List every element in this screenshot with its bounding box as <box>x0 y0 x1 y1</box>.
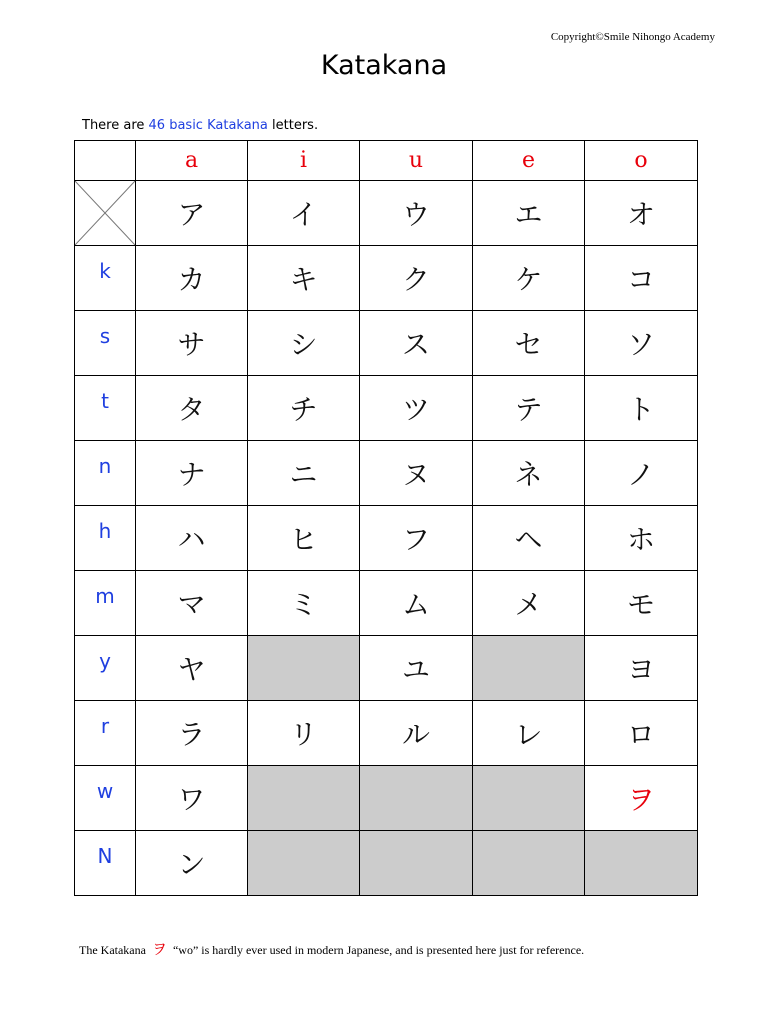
table-row <box>75 766 698 831</box>
table-row <box>75 311 698 376</box>
footer-before: The Katakana <box>79 943 146 957</box>
table-row <box>75 181 698 246</box>
kana-cell: ネ <box>473 441 585 506</box>
footer-kana: ヲ <box>151 940 167 958</box>
kana-cell: カ <box>136 246 248 311</box>
vowel-header-i: i <box>248 141 360 181</box>
kana-cell: モ <box>585 571 698 636</box>
kana-cell: ヨ <box>585 636 698 701</box>
kana-cell: ム <box>360 571 473 636</box>
katakana-table <box>74 140 698 896</box>
kana-cell: ル <box>360 701 473 766</box>
katakana-table-body <box>75 141 698 896</box>
table-row <box>75 701 698 766</box>
vowel-header-a: a <box>136 141 248 181</box>
header-blank-cell <box>75 141 136 181</box>
empty-cell <box>248 766 360 831</box>
consonant-label: m <box>75 571 136 636</box>
kana-cell: オ <box>585 181 698 246</box>
kana-cell: ノ <box>585 441 698 506</box>
vowel-header-o: o <box>585 141 698 181</box>
empty-cell <box>248 831 360 896</box>
consonant-label: t <box>75 376 136 441</box>
vowel-header-e: e <box>473 141 585 181</box>
table-row <box>75 636 698 701</box>
kana-cell: ロ <box>585 701 698 766</box>
footer-note <box>79 938 584 959</box>
kana-cell: テ <box>473 376 585 441</box>
kana-cell: タ <box>136 376 248 441</box>
kana-cell: ウ <box>360 181 473 246</box>
kana-cell: シ <box>248 311 360 376</box>
vowel-header-u: u <box>360 141 473 181</box>
kana-cell: ヌ <box>360 441 473 506</box>
kana-cell: フ <box>360 506 473 571</box>
empty-cell <box>360 766 473 831</box>
kana-cell: ヒ <box>248 506 360 571</box>
empty-cell <box>473 766 585 831</box>
kana-cell: ソ <box>585 311 698 376</box>
empty-cell <box>473 636 585 701</box>
kana-cell: マ <box>136 571 248 636</box>
intro-highlight: 46 basic Katakana <box>148 118 268 133</box>
empty-cell <box>585 831 698 896</box>
kana-cell: コ <box>585 246 698 311</box>
kana-cell: セ <box>473 311 585 376</box>
kana-cell: ス <box>360 311 473 376</box>
kana-cell: レ <box>473 701 585 766</box>
table-row <box>75 246 698 311</box>
empty-cell <box>473 831 585 896</box>
consonant-label: r <box>75 701 136 766</box>
kana-cell: ン <box>136 831 248 896</box>
kana-cell: ワ <box>136 766 248 831</box>
table-row <box>75 376 698 441</box>
table-row <box>75 571 698 636</box>
kana-cell: ヲ <box>585 766 698 831</box>
kana-cell: キ <box>248 246 360 311</box>
cross-mark-icon <box>75 181 135 245</box>
consonant-label: s <box>75 311 136 376</box>
kana-cell: ユ <box>360 636 473 701</box>
kana-cell: ハ <box>136 506 248 571</box>
kana-cell: ツ <box>360 376 473 441</box>
kana-cell: ヘ <box>473 506 585 571</box>
intro-after: letters. <box>267 118 319 133</box>
header-row <box>75 141 698 181</box>
kana-cell: ク <box>360 246 473 311</box>
footer-after: “wo” is hardly ever used in modern Japanese, and is presented here just for reference. <box>172 943 585 957</box>
consonant-label: k <box>75 246 136 311</box>
table-row <box>75 831 698 896</box>
kana-cell: ケ <box>473 246 585 311</box>
intro-before: There are <box>82 118 149 133</box>
kana-cell: イ <box>248 181 360 246</box>
consonant-label: w <box>75 766 136 831</box>
consonant-label: h <box>75 506 136 571</box>
empty-cell <box>248 636 360 701</box>
kana-cell: ヤ <box>136 636 248 701</box>
page-title: Katakana <box>320 50 448 81</box>
empty-cell <box>360 831 473 896</box>
consonant-label: y <box>75 636 136 701</box>
copyright-notice: Copyright©Smile Nihongo Academy <box>550 31 715 43</box>
kana-cell: ナ <box>136 441 248 506</box>
intro-text <box>82 118 318 133</box>
kana-cell: ラ <box>136 701 248 766</box>
crossed-corner-cell <box>75 181 136 246</box>
consonant-label: N <box>75 831 136 896</box>
kana-cell: エ <box>473 181 585 246</box>
kana-cell: ミ <box>248 571 360 636</box>
kana-cell: ト <box>585 376 698 441</box>
kana-cell: ア <box>136 181 248 246</box>
table-row <box>75 441 698 506</box>
kana-cell: ホ <box>585 506 698 571</box>
table-row <box>75 506 698 571</box>
consonant-label: n <box>75 441 136 506</box>
kana-cell: サ <box>136 311 248 376</box>
kana-cell: リ <box>248 701 360 766</box>
kana-cell: ニ <box>248 441 360 506</box>
kana-cell: メ <box>473 571 585 636</box>
kana-cell: チ <box>248 376 360 441</box>
